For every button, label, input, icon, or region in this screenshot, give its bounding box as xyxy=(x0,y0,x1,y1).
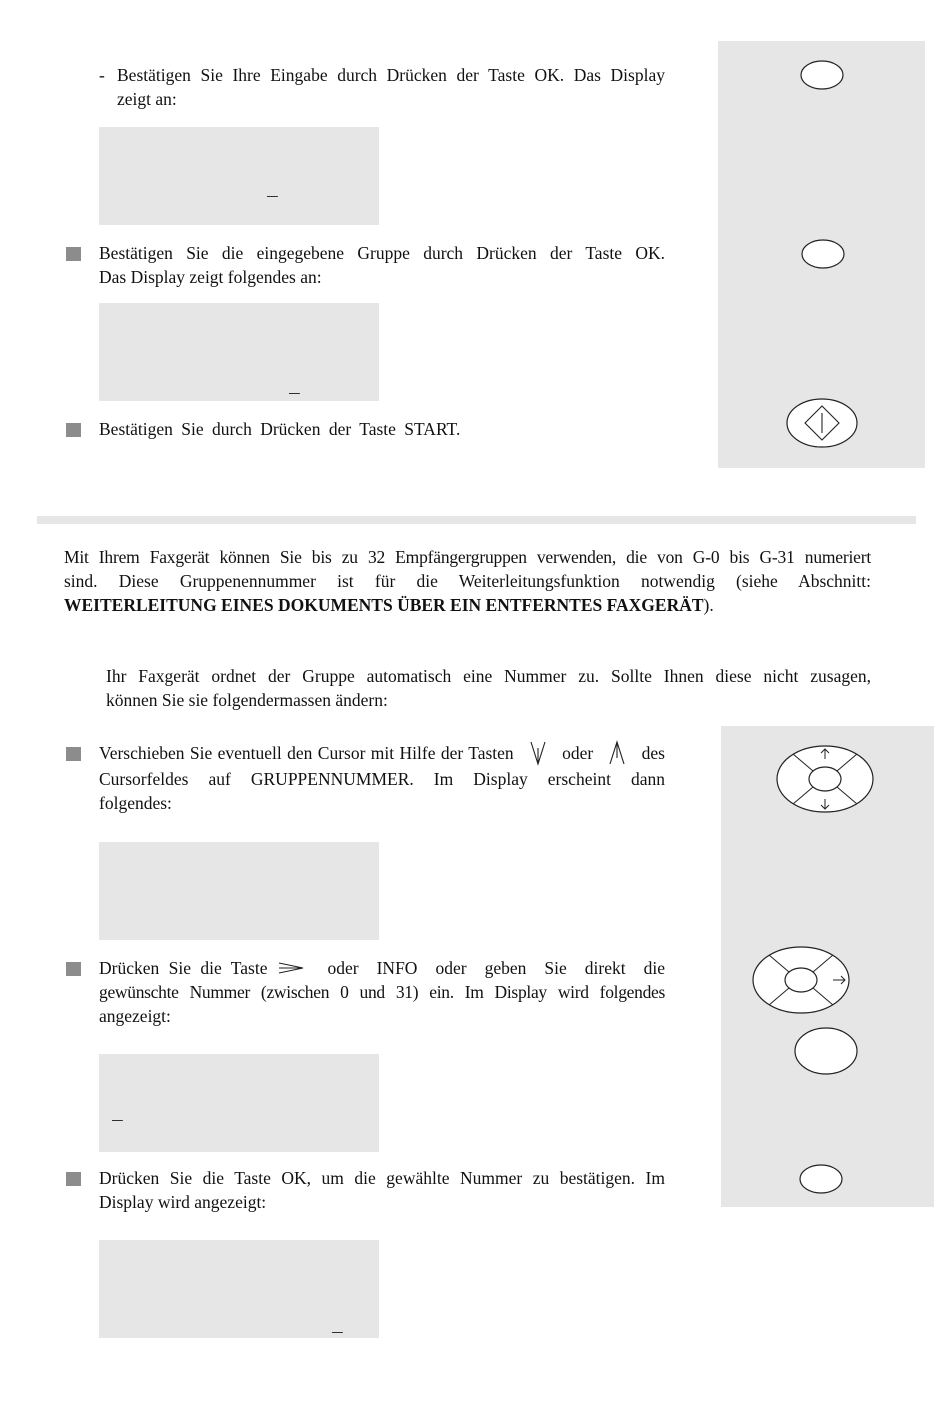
intro-line xyxy=(64,593,871,617)
section-divider xyxy=(37,516,916,524)
step-line: folgendes: xyxy=(99,793,172,813)
display-cursor: _ xyxy=(112,1105,123,1125)
section-reference: WEITERLEITUNG EINES DOKUMENTS ÜBER EIN ENTFERNTES FAXGERÄT xyxy=(64,595,704,615)
intro-line: Mit Ihrem Faxgerät können Sie bis zu 32 Empfängergruppen verwenden, die von G-0 bis G-31 numeriert xyxy=(64,547,871,567)
step-press-key xyxy=(99,956,665,1028)
auto-number-line: können Sie sie folgendermassen ändern: xyxy=(106,690,388,710)
lcd-display xyxy=(99,127,379,225)
intro-tail: ). xyxy=(703,595,714,615)
bullet-square xyxy=(66,1172,81,1186)
step-line: Display wird angezeigt: xyxy=(99,1192,267,1212)
lcd-display xyxy=(99,842,379,940)
intro-paragraph xyxy=(64,545,871,617)
arrow-up-icon xyxy=(608,740,626,766)
step-text: Verschieben Sie eventuell den Cursor mit Hilfe der Tasten xyxy=(99,743,514,763)
auto-number-paragraph xyxy=(106,664,871,712)
lcd-display xyxy=(99,303,379,401)
bullet-square xyxy=(66,747,81,761)
step-text: oder xyxy=(562,743,594,763)
bullet-square xyxy=(66,247,81,261)
ok-key-icon[interactable] xyxy=(799,59,845,91)
display-cursor: _ xyxy=(289,378,300,398)
navigation-pad-right-icon[interactable] xyxy=(751,945,851,1015)
step-line: Das Display zeigt folgendes an: xyxy=(99,267,322,287)
step-line: zeigt an: xyxy=(117,89,177,109)
display-cursor: _ xyxy=(332,1317,343,1337)
step-text: oder INFO oder geben Sie direkt die xyxy=(327,958,665,978)
step-press-ok xyxy=(99,1166,665,1214)
step-line xyxy=(99,956,665,980)
lcd-display xyxy=(99,1054,379,1152)
step-confirm-group xyxy=(99,241,665,289)
ok-key-icon[interactable] xyxy=(798,1163,844,1195)
step-line: Cursorfeldes auf GRUPPENNUMMER. Im Display erscheint dann xyxy=(99,769,665,789)
info-key-icon[interactable] xyxy=(793,1026,859,1076)
lcd-display xyxy=(99,1240,379,1338)
step-move-cursor xyxy=(99,740,665,815)
display-cursor: _ xyxy=(267,181,278,201)
bullet-square xyxy=(66,962,81,976)
navigation-pad-up-down-icon[interactable] xyxy=(775,744,875,814)
arrow-down-icon xyxy=(529,740,547,766)
step-line: Bestätigen Sie die eingegebene Gruppe durch Drücken der Taste OK. xyxy=(99,243,665,263)
start-key-icon[interactable] xyxy=(785,397,859,449)
step-line xyxy=(99,740,665,766)
bullet-square xyxy=(66,423,81,437)
arrow-right-icon xyxy=(277,961,305,975)
step-line: Drücken Sie die Taste OK, um die gewählte Nummer zu bestätigen. Im xyxy=(99,1168,665,1188)
step-line: gewünschte Nummer (zwischen 0 und 31) ein. Im Display wird folgendes xyxy=(99,982,665,1002)
ok-key-icon[interactable] xyxy=(800,238,846,270)
step-text: des xyxy=(641,743,665,763)
step-line: Bestätigen Sie Ihre Eingabe durch Drücken der Taste OK. Das Display xyxy=(117,65,665,85)
step-text: Drücken Sie die Taste xyxy=(99,958,268,978)
step-start: Bestätigen Sie durch Drücken der Taste START. xyxy=(99,419,461,439)
intro-line: sind. Diese Gruppenennummer ist für die Weiterleitungsfunktion notwendig (siehe Abschnitt: xyxy=(64,571,871,591)
auto-number-line: Ihr Faxgerät ordnet der Gruppe automatisch eine Nummer zu. Sollte Ihnen diese nicht zusagen, xyxy=(106,666,871,686)
dash-marker: - xyxy=(99,65,105,85)
step-confirm-entry xyxy=(117,63,665,111)
step-line: angezeigt: xyxy=(99,1006,171,1026)
